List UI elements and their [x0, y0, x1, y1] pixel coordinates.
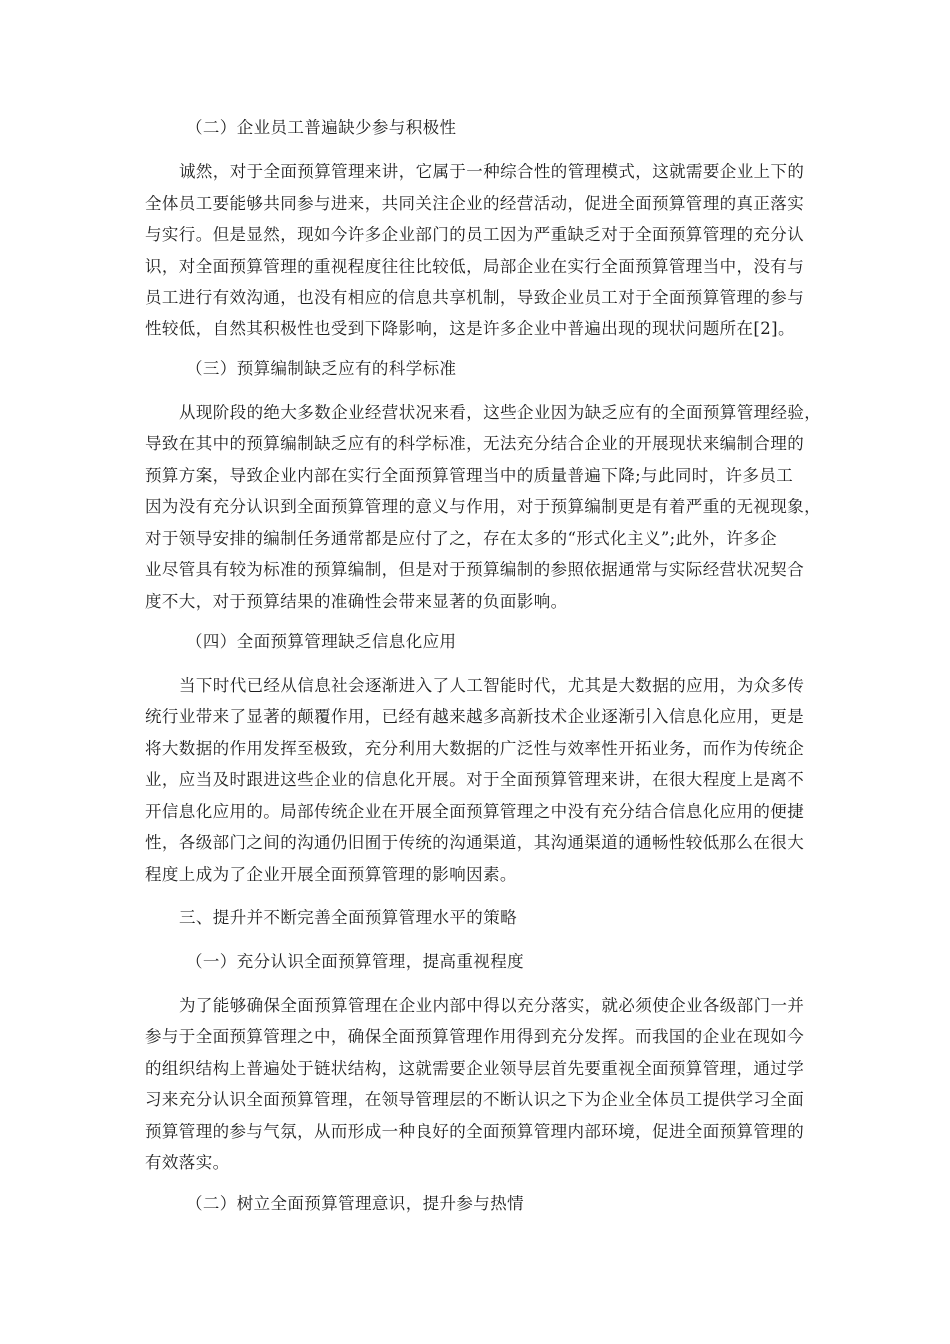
paragraph-line: 员工进行有效沟通，也没有相应的信息共享机制，导致企业员工对于全面预算管理的参与 — [145, 288, 805, 307]
paragraph-line: 预算方案，导致企业内部在实行全面预算管理当中的质量普遍下降;与此同时，许多员工 — [145, 466, 794, 485]
paragraph-line: 业尽管具有较为标准的预算编制，但是对于预算编制的参照依据通常与实际经营状况契合 — [145, 560, 805, 579]
paragraph-line: 的组织结构上普遍处于链状结构，这就需要企业领导层首先要重视全面预算管理，通过学 — [145, 1059, 805, 1078]
paragraph-line: 预算管理的参与气氛，从而形成一种良好的全面预算管理内部环境，促进全面预算管理的 — [145, 1122, 805, 1141]
paragraph-line: 程度上成为了企业开展全面预算管理的影响因素。 — [145, 865, 517, 884]
paragraph-line: 对于领导安排的编制任务通常都是应付了之，存在太多的“形式化主义”;此外，许多企 — [145, 529, 778, 548]
section-heading: （二）企业员工普遍缺少参与积极性 — [186, 118, 457, 137]
paragraph-line: 从现阶段的绝大多数企业经营状况来看，这些企业因为缺乏应有的全面预算管理经验， — [179, 403, 822, 422]
paragraph-line: 识，对全面预算管理的重视程度往往比较低，局部企业在实行全面预算管理当中，没有与 — [145, 257, 805, 276]
chapter-heading: 三、提升并不断完善全面预算管理水平的策略 — [179, 908, 517, 927]
paragraph-line: 性较低，自然其积极性也受到下降影响，这是许多企业中普遍出现的现状问题所在[2]。 — [145, 319, 795, 338]
section-heading: （四）全面预算管理缺乏信息化应用 — [186, 632, 457, 651]
paragraph-line: 因为没有充分认识到全面预算管理的意义与作用，对于预算编制更是有着严重的无视现象， — [145, 497, 821, 516]
paragraph-line: 业，应当及时跟进这些企业的信息化开展。对于全面预算管理来讲，在很大程度上是离不 — [145, 770, 805, 789]
paragraph-line: 导致在其中的预算编制缺乏应有的科学标准，无法充分结合企业的开展现状来编制合理的 — [145, 434, 805, 453]
section-heading: （三）预算编制缺乏应有的科学标准 — [186, 359, 457, 378]
paragraph-line: 诚然，对于全面预算管理来讲，它属于一种综合性的管理模式，这就需要企业上下的 — [179, 162, 805, 181]
paragraph-line: 有效落实。 — [145, 1153, 230, 1172]
paragraph-line: 当下时代已经从信息社会逐渐进入了人工智能时代，尤其是大数据的应用，为众多传 — [179, 676, 805, 695]
paragraph-line: 开信息化应用的。局部传统企业在开展全面预算管理之中没有充分结合信息化应用的便捷 — [145, 802, 805, 821]
paragraph-line: 性，各级部门之间的沟通仍旧囿于传统的沟通渠道，其沟通渠道的通畅性较低那么在很大 — [145, 833, 805, 852]
paragraph-line: 为了能够确保全面预算管理在企业内部中得以充分落实，就必须使企业各级部门一并 — [179, 996, 805, 1015]
paragraph-line: 参与于全面预算管理之中，确保全面预算管理作用得到充分发挥。而我国的企业在现如今 — [145, 1027, 805, 1046]
paragraph-line: 习来充分认识全面预算管理，在领导管理层的不断认识之下为企业全体员工提供学习全面 — [145, 1090, 805, 1109]
paragraph-line: 全体员工要能够共同参与进来，共同关注企业的经营活动，促进全面预算管理的真正落实 — [145, 194, 805, 213]
paragraph-line: 统行业带来了显著的颠覆作用，已经有越来越多高新技术企业逐渐引入信息化应用，更是 — [145, 707, 805, 726]
section-heading: （二）树立全面预算管理意识，提升参与热情 — [186, 1194, 524, 1213]
paragraph-line: 与实行。但是显然，现如今许多企业部门的员工因为严重缺乏对于全面预算管理的充分认 — [145, 225, 805, 244]
section-heading: （一）充分认识全面预算管理，提高重视程度 — [186, 952, 524, 971]
paragraph-line: 将大数据的作用发挥至极致，充分利用大数据的广泛性与效率性开拓业务，而作为传统企 — [145, 739, 805, 758]
paragraph-line: 度不大，对于预算结果的准确性会带来显著的负面影响。 — [145, 592, 568, 611]
